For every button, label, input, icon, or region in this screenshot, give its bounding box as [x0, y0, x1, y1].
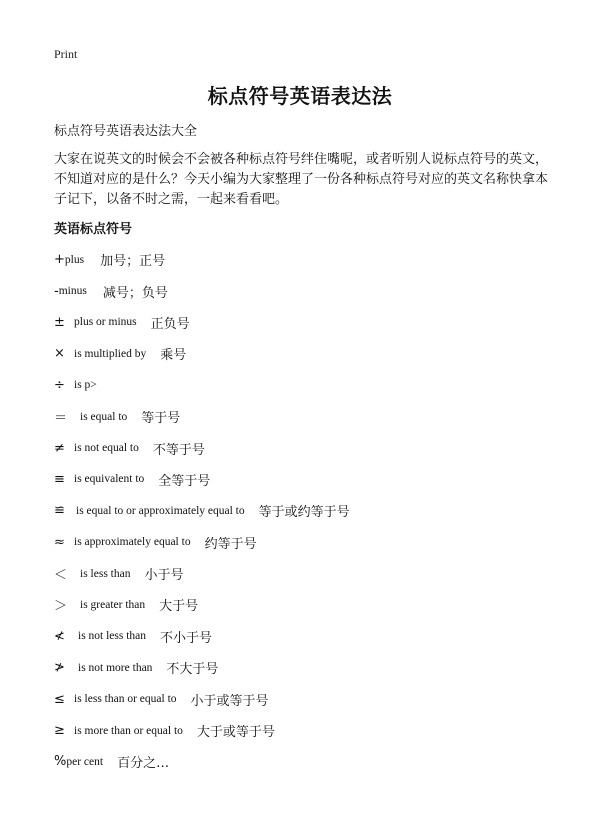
print-link[interactable]: Print	[54, 47, 78, 61]
symbol-english: is not less than	[78, 630, 147, 643]
symbol-chinese: 不大于号	[166, 662, 219, 678]
symbol-chinese: 减号；负号	[102, 285, 168, 301]
symbol-row-more-or-equal	[54, 715, 554, 746]
section-heading: 英语标点符号	[54, 222, 133, 237]
symbol-english: plus	[64, 253, 85, 266]
symbol-row-equal	[54, 401, 554, 432]
symbol-english: is multiplied by	[74, 347, 147, 360]
symbol-row-less-or-equal	[54, 683, 554, 714]
symbol-chinese: 小于或等于号	[190, 693, 269, 709]
symbol-english: is p>	[74, 379, 97, 392]
symbol-chinese: 乘号	[160, 348, 187, 364]
symbol: ÷	[54, 377, 65, 393]
symbol-row-greater-than	[54, 589, 554, 620]
symbol: ×	[54, 346, 65, 362]
symbol-english: plus or minus	[74, 316, 137, 329]
symbol: -	[54, 283, 59, 299]
symbol-row-multiply	[54, 338, 554, 369]
symbol: ≤	[54, 691, 65, 707]
symbol-chinese: 全等于号	[158, 473, 211, 489]
symbol-chinese: 正负号	[150, 316, 190, 332]
symbol: ≯	[54, 660, 65, 676]
symbol-row-equal-or-approx	[54, 495, 554, 526]
symbol-english: is less than	[80, 567, 131, 580]
symbol: ≡	[54, 471, 65, 487]
symbol-row-not-equal	[54, 432, 554, 463]
symbol: ＝	[54, 411, 68, 427]
symbol-english: is more than or equal to	[74, 724, 183, 737]
symbol-chinese: 等于号	[141, 411, 181, 427]
symbol-row-percent	[54, 746, 554, 777]
symbol-english: is not equal to	[74, 442, 139, 455]
symbol-chinese: 小于号	[144, 568, 184, 584]
symbol-chinese: 等于或约等于号	[258, 505, 350, 521]
page-subtitle: 标点符号英语表达法大全	[54, 124, 198, 139]
symbol: ＜	[54, 568, 68, 584]
symbol-chinese: 大于号	[159, 599, 199, 615]
symbol: ＞	[54, 599, 68, 615]
symbol-english: is equivalent to	[74, 473, 145, 486]
symbol-english: is not more than	[78, 661, 153, 674]
symbol: %	[54, 754, 67, 770]
symbol-row-minus	[54, 275, 554, 306]
symbol-english: per cent	[66, 755, 104, 768]
symbol-chinese: 百分之…	[117, 756, 170, 772]
intro-paragraph: 大家在说英文的时候会不会被各种标点符号绊住嘴呢，或者听别人说标点符号的英文，不知道对应的是什么？今天小编为大家整理了一份各种标点符号对应的英文名称快拿本子记下，以备不时之需，一起来看看吧。	[54, 152, 549, 207]
symbol-chinese: 加号；正号	[100, 254, 166, 270]
symbol-english: is less than or equal to	[74, 693, 177, 706]
symbol: +	[54, 252, 65, 268]
symbol-english: is equal to	[80, 410, 128, 423]
symbol-list	[54, 244, 554, 778]
symbol-row-plus	[54, 244, 554, 275]
symbol-chinese: 约等于号	[204, 536, 257, 552]
symbol-row-not-more-than	[54, 652, 554, 683]
symbol: ≈	[54, 534, 65, 550]
symbol-row-plus-minus	[54, 307, 554, 338]
symbol-english: minus	[58, 285, 87, 298]
symbol-chinese: 不小于号	[160, 630, 213, 646]
symbol: ≮	[54, 628, 65, 644]
symbol: ≌	[54, 503, 65, 519]
symbol: ≥	[54, 723, 65, 739]
symbol-row-less-than	[54, 558, 554, 589]
symbol-english: is approximately equal to	[74, 536, 191, 549]
symbol: ≠	[54, 440, 65, 456]
symbol-chinese: 大于或等于号	[196, 725, 275, 741]
symbol-chinese: 不等于号	[152, 442, 205, 458]
symbol-row-approx	[54, 527, 554, 558]
symbol-row-divide	[54, 370, 554, 401]
symbol-row-not-less-than	[54, 621, 554, 652]
symbol-row-equivalent	[54, 464, 554, 495]
symbol-english: is greater than	[80, 598, 146, 611]
page-title: 标点符号英语表达法	[207, 84, 393, 108]
symbol-english: is equal to or approximately equal to	[76, 504, 245, 517]
symbol: ±	[54, 314, 65, 330]
